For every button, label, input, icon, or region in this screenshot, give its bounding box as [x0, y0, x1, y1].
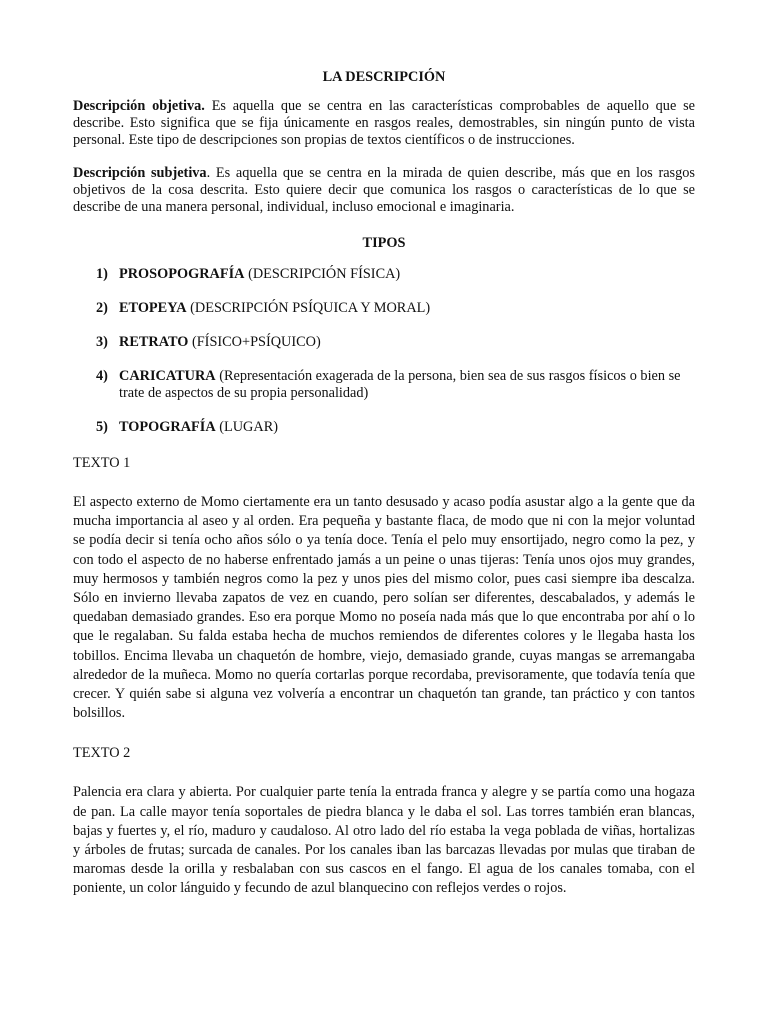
text-2-body: Palencia era clara y abierta. Por cualquier parte tenía la entrada franca y alegre y se partía como una hogaza de pan. La calle mayor tenía soportales de piedra blanca y le daba el sol. Las torres también eran blancas, bajas y fuertes y, el río, maduro y caudaloso. Al otro lado del río estaba la vega poblada de viñas, hortalizas y árboles de frutas; surcada de canales. Por los canales iban las barcazas llevadas por mulas que tiraban de maromas desde la orilla y resbalaban con sus cascos en el fango. El agua de los canales tomaba, con el poniente, un color lánguido y fecundo de azul blanquecino con reflejos verdes o rojos. — [73, 784, 695, 897]
definition-text: Es aquella que se centra en las características comprobables de aquello que se describe. Esto significa que se fija únicamente en rasgos reales, demostrables, sin ningún punto de vista personal. Este tipo de descripciones son propias de textos científicos o de instrucciones. — [73, 98, 696, 148]
type-item-retrato — [73, 334, 695, 351]
type-detail: (DESCRIPCIÓN FÍSICA) — [244, 266, 401, 282]
type-number: 3) — [96, 334, 108, 350]
type-item-prosopografia — [73, 266, 695, 283]
type-term: CARICATURA — [119, 368, 216, 384]
type-detail: (Representación exagerada de la persona, bien sea de sus rasgos físicos o bien se trate de aspectos de su propia personalidad) — [119, 368, 681, 401]
type-number: 2) — [96, 300, 108, 316]
definition-term: Descripción subjetiva — [73, 165, 207, 181]
type-item-topografia — [73, 419, 695, 436]
definition-text: . Es aquella que se centra en la mirada de quien describe, más que en los rasgos objetivos de la cosa descrita. Esto quiere decir que comunica los rasgos o características de lo que se describe de una manera personal, individual, incluso emocional e imaginaria. — [73, 165, 695, 215]
type-item-caricatura — [73, 368, 695, 402]
type-number: 5) — [96, 419, 108, 435]
definition-term: Descripción objetiva. — [73, 98, 205, 114]
document-title: LA DESCRIPCIÓN — [322, 69, 446, 85]
text-2-label: TEXTO 2 — [73, 745, 131, 762]
type-detail: (LUGAR) — [215, 419, 278, 435]
type-term: RETRATO — [119, 334, 189, 350]
type-number: 1) — [96, 266, 108, 282]
type-term: PROSOPOGRAFÍA — [119, 266, 245, 282]
type-number: 4) — [96, 368, 108, 384]
type-term: TOPOGRAFÍA — [119, 419, 216, 435]
types-list — [73, 266, 695, 436]
type-item-etopeya — [73, 300, 695, 317]
definition-objective — [73, 98, 695, 149]
types-heading: TIPOS — [362, 235, 406, 251]
text-1-body: El aspecto externo de Momo ciertamente era un tanto desusado y acaso podía asustar algo a la gente que da mucha importancia al aseo y al orden. Era pequeña y bastante flaca, de modo que ni con la mejor voluntad se podía decir si tenía ocho años sólo o ya tenía doce. Tenía el pelo muy ensortijado, negro como la pez, y con todo el aspecto de no haberse enfrentado jamás a un peine o unas tijeras: Tenía unos ojos muy grandes, muy hermosos y también negros como la pez y unos pies del mismo color, pues casi siempre iba descalza. Sólo en invierno llevaba zapatos de vez en cuando, pero solían ser diferentes, descabalados, y además le quedaban demasiado grandes. Eso era porque Momo no poseía nada más que lo que encontraba por ahí o lo que le regalaban. Su falda estaba hecha de muchos remiendos de diferentes colores y le llegaba hasta los tobillos. Encima llevaba un chaquetón de hombre, viejo, demasiado grande, cuyas mangas se arremangaba alrededor de la muñeca. Momo no quería cortarlas porque recordaba, previsoramente, que todavía tenía que crecer. Y quién sabe si alguna vez volvería a encontrar un chaquetón tan grande, tan práctico y con tantos bolsillos. — [73, 494, 695, 722]
text-1-label: TEXTO 1 — [73, 455, 131, 471]
type-detail: (DESCRIPCIÓN PSÍQUICA Y MORAL) — [186, 300, 431, 316]
type-detail: (FÍSICO+PSÍQUICO) — [188, 334, 321, 350]
type-term: ETOPEYA — [119, 300, 187, 316]
definition-subjective — [73, 165, 695, 216]
